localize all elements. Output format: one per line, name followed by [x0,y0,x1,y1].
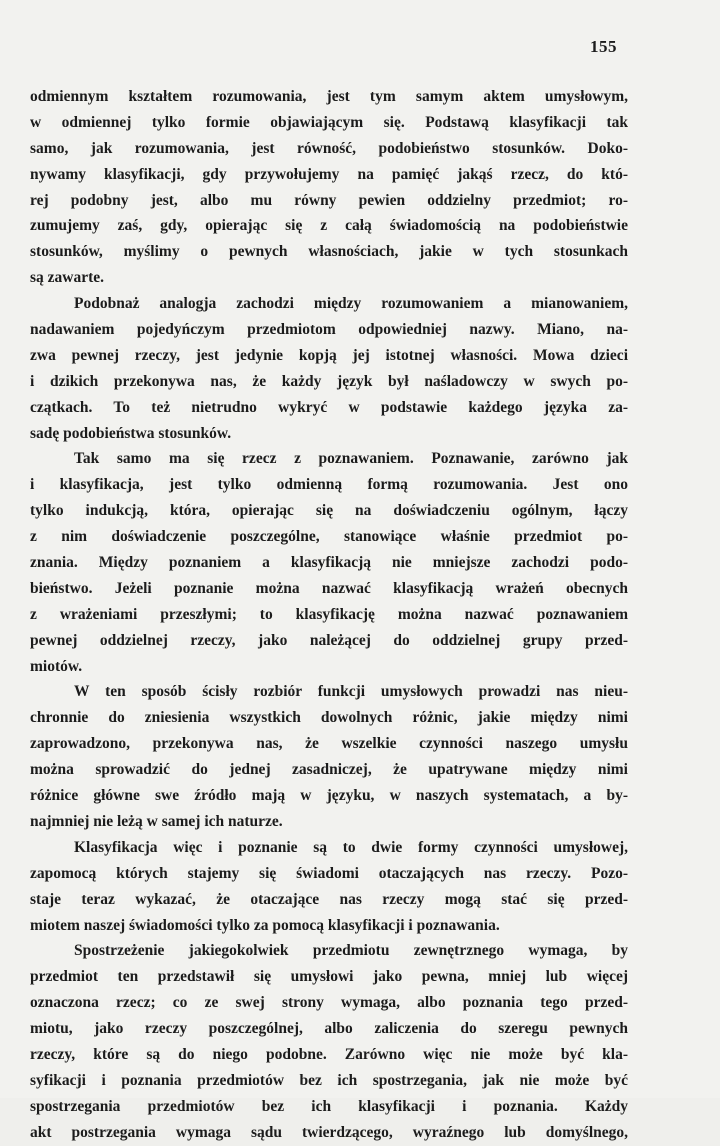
text-line: odmiennym kształtem rozumowania, jest tym samym aktem umysłowym, [30,88,628,105]
text-line: zumujemy zaś, gdy, opierając się z całą świadomością na podobieństwie [30,217,628,235]
text-line: akt postrzegania wymaga sądu twierdzącego, wyraźnego lub domyślnego, [30,1123,628,1141]
text-line: rzeczy, które są do niego podobne. Zarówno więc nie może być kla- [30,1045,628,1063]
text-line: i dzikich przekonywa nas, że każdy język był naśladowczy w swych po- [30,372,628,390]
text-line: w odmiennej tylko formie objawiającym się. Podstawą klasyfikacji tak [30,113,628,131]
text-line: miotów. [30,657,83,675]
text-line: czątkach. To też nietrudno wykryć w podstawie każdego języka za- [30,398,628,416]
text-line: zaprowadzono, przekonywa nas, że wszelkie czynności naszego umysłu [30,735,628,753]
text-line: miotu, jako rzeczy poszczególnej, albo zaliczenia do szeregu pewnych [30,1020,628,1038]
text-line: z nim doświadczenie poszczególne, stanowiące właśnie przedmiot po- [30,528,628,546]
text-line: Tak samo ma się rzecz z poznawaniem. Poznawanie, zarówno jak [74,450,628,468]
text-line: nywamy klasyfikacji, gdy przywołujemy na pamięć jakąś rzecz, do któ- [30,165,628,183]
text-line: tylko indukcją, która, opierając się na doświadczeniu ogólnym, łączy [30,502,628,520]
text-line: stosunków, myślimy o pewnych własnościach, jakie w tych stosunkach [30,243,628,261]
text-line: Klasyfikacja więc i poznanie są to dwie formy czynności umysłowej, [74,838,628,856]
text-line: i klasyfikacja, jest tylko odmienną formą rozumowania. Jest ono [30,476,628,494]
text-line: samo, jak rozumowania, jest równość, podobieństwo stosunków. Doko- [30,139,628,157]
text-line: zwa pewnej rzeczy, jest jedynie kopją jej istotnej własności. Mowa dzieci [30,346,628,364]
text-line: bieństwo. Jeżeli poznanie można nazwać klasyfikacją wrażeń obecnych [30,579,628,597]
text-line: pewnej oddzielnej rzeczy, jako należącej do oddzielnej grupy przed- [30,631,628,649]
text-line: przedmiot ten przedstawił się umysłowi jako pewna, mniej lub więcej [30,968,628,986]
text-line: syfikacji i poznania przedmiotów bez ich spostrzegania, jak nie może być [30,1071,628,1089]
text-line: z wrażeniami przeszłymi; to klasyfikację można nazwać poznawaniem [30,605,628,623]
text-line: miotem naszej świadomości tylko za pomocą klasyfikacji i poznawania. [30,916,500,934]
text-line: są zawarte. [30,269,105,287]
text-line: staje teraz wykazać, że otaczające nas rzeczy mogą stać się przed- [30,890,628,908]
text-line: najmniej nie leżą w samej ich naturze. [30,812,283,830]
text-line: oznaczona rzecz; co ze swej strony wymaga, albo poznania tego przed- [30,994,628,1012]
text-line: zapomocą których stajemy się świadomi otaczających nas rzeczy. Pozo- [30,864,628,882]
text-line: można sprowadzić do jednej zasadniczej, że upatrywane między nimi [30,761,628,779]
text-line: nadawaniem pojedyńczym przedmiotom odpowiedniej nazwy. Miano, na- [30,321,628,339]
text-line: Podobnaż analogja zachodzi między rozumowaniem a mianowaniem, [74,295,628,313]
text-line: różnice główne swe źródło mają w języku, w naszych systematach, a by- [30,787,628,805]
text-line: W ten sposób ścisły rozbiór funkcji umysłowych prowadzi nas nieu- [74,683,628,701]
text-line: spostrzegania przedmiotów bez ich klasyfikacji i poznania. Każdy [30,1097,628,1115]
text-line: chronnie do zniesienia wszystkich dowolnych różnic, jakie między nimi [30,709,628,727]
body-text [30,84,628,1146]
text-line: rej podobny jest, albo mu równy pewien oddzielny przedmiot; ro- [30,191,628,209]
text-line: znania. Między poznaniem a klasyfikacją nie mniejsze zachodzi podo- [30,554,628,572]
text-line: Spostrzeżenie jakiegokolwiek przedmiotu zewnętrznego wymaga, by [74,942,628,960]
page-number: 155 [590,37,617,56]
text-line: sadę podobieństwa stosunków. [30,424,232,442]
